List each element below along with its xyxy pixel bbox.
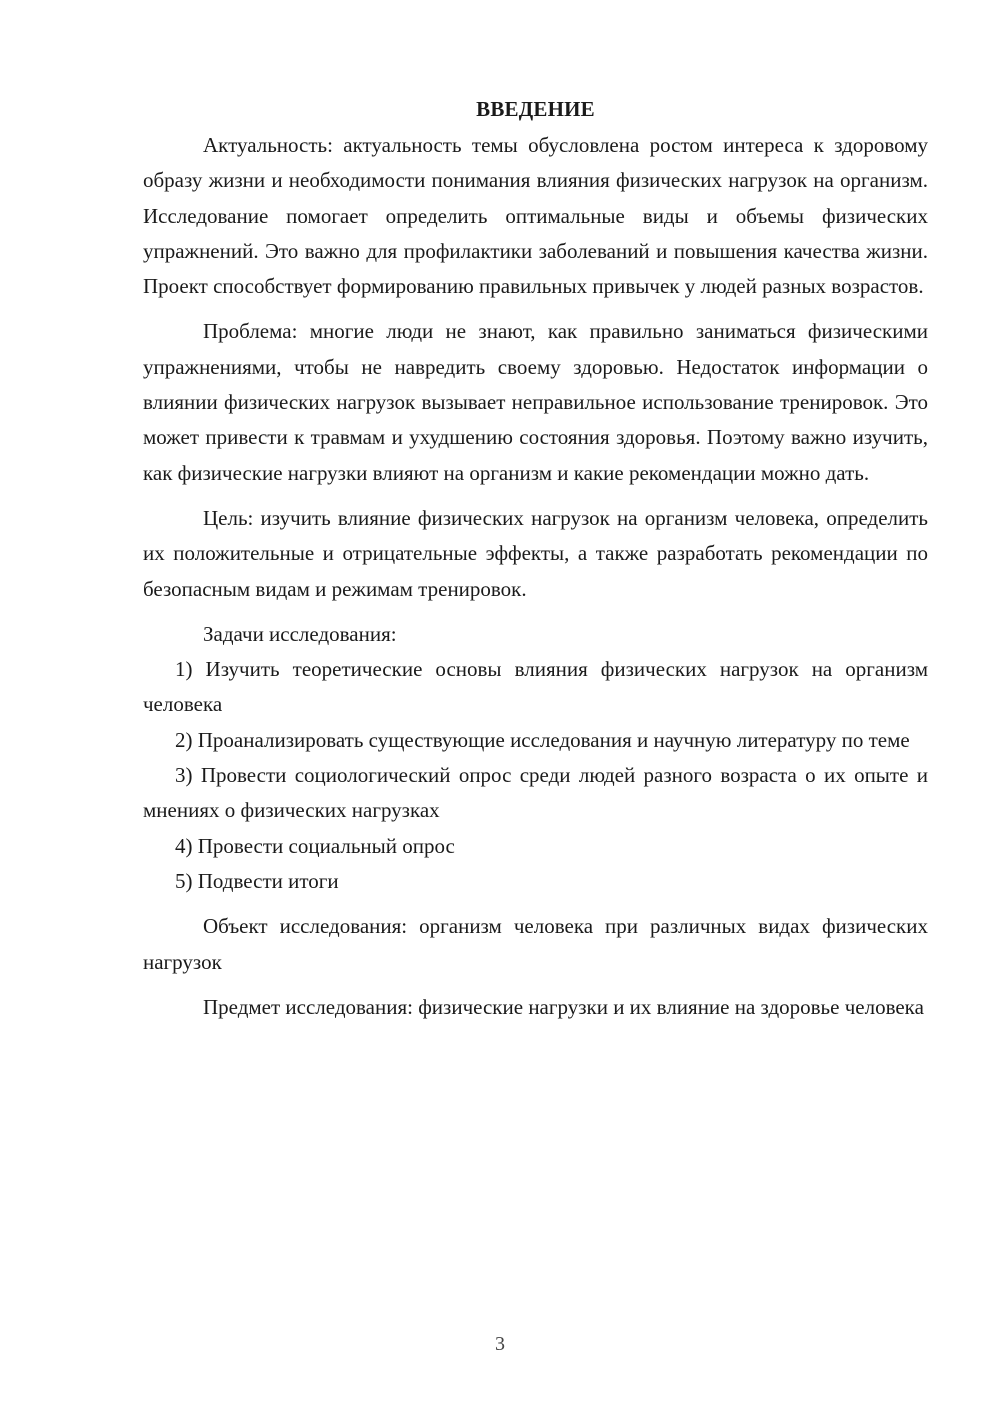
- task-item: 2) Проанализировать существующие исследования и научную литературу по теме: [175, 727, 910, 752]
- relevance-paragraph: Актуальность: актуальность темы обусловлена ростом интереса к здоровому образу жизни и необходимости понимания влияния физических нагрузок на организм. Исследование помогает определить оптимальные виды и объемы физических упражнений. Это важно для профилактики заболеваний и повышения качества жизни. Проект способствует формированию правильных привычек у людей разных возрастов.: [143, 133, 928, 299]
- task-item: 5) Подвести итоги: [175, 868, 339, 893]
- goal-paragraph: Цель: изучить влияние физических нагрузок на организм человека, определить их положительные и отрицательные эффекты, а также разработать рекомендации по безопасным видам и режимам тренировок.: [143, 505, 928, 601]
- object-paragraph: Объект исследования: организм человека при различных видах физических нагрузок: [143, 914, 928, 974]
- task-item: 1) Изучить теоретические основы влияния физических нагрузок на организм человека: [143, 657, 928, 717]
- page-number: 3: [495, 1333, 505, 1355]
- subject-paragraph: Предмет исследования: физические нагрузки и их влияние на здоровье человека: [203, 994, 924, 1019]
- document-page: [143, 92, 928, 1322]
- task-item: 4) Провести социальный опрос: [175, 833, 455, 858]
- tasks-heading: Задачи исследования:: [203, 621, 397, 646]
- page-title: ВВЕДЕНИЕ: [476, 97, 595, 121]
- task-item: 3) Провести социологический опрос среди людей разного возраста о их опыте и мнениях о физических нагрузках: [143, 763, 928, 823]
- problem-paragraph: Проблема: многие люди не знают, как правильно заниматься физическими упражнениями, чтобы не навредить своему здоровью. Недостаток информации о влиянии физических нагрузок вызывает неправильное использование тренировок. Это может привести к травмам и ухудшению состояния здоровья. Поэтому важно изучить, как физические нагрузки влияют на организм и какие рекомендации можно дать.: [143, 319, 928, 485]
